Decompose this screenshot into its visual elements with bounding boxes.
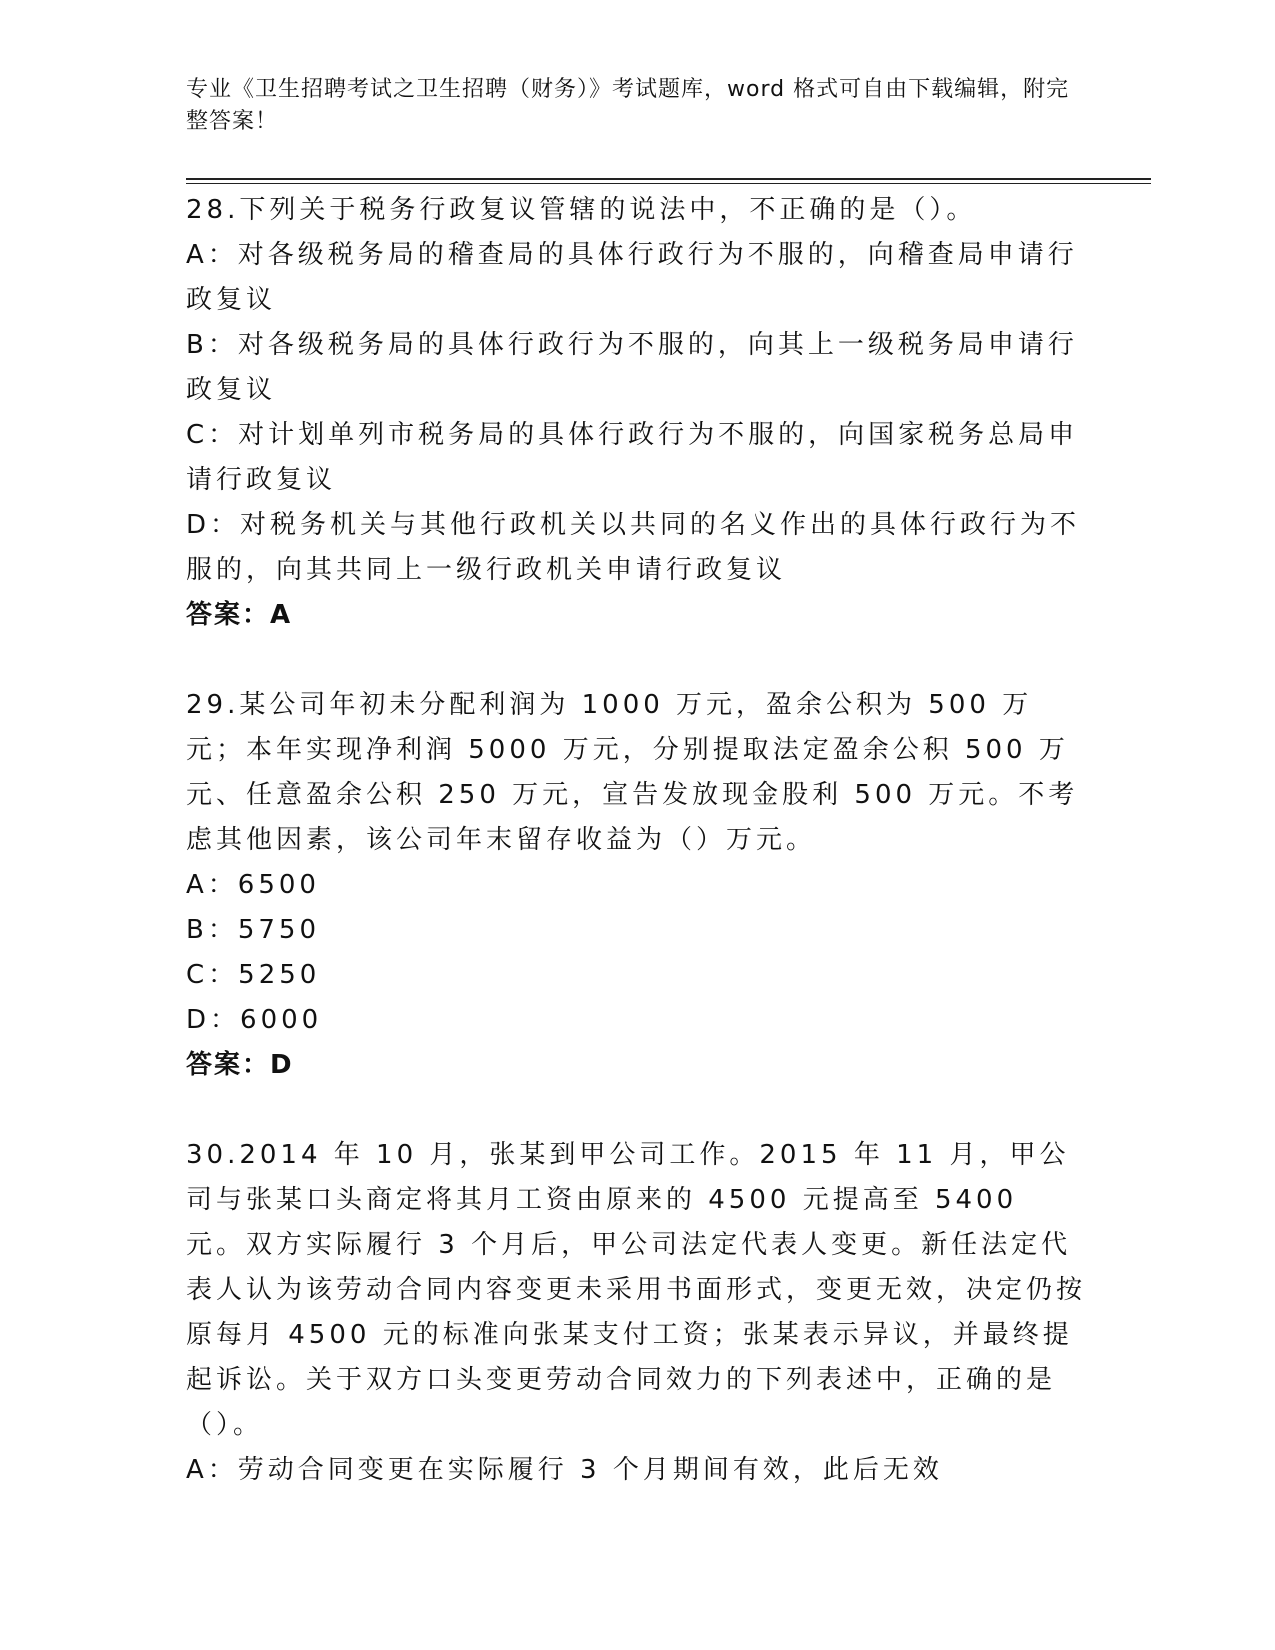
question-28	[186, 188, 1086, 638]
question-stem: 29.某公司年初未分配利润为 1000 万元，盈余公积为 500 万元；本年实现净利润 5000 万元，分别提取法定盈余公积 500 万元、任意盈余公积 250 万元，宣告发放现金股利 500 万元。不考虑其他因素，该公司年末留存收益为（）万元。	[186, 690, 1079, 855]
spacer	[186, 638, 1086, 683]
question-stem: 30.2014 年 10 月，张某到甲公司工作。2015 年 11 月，甲公司与张某口头商定将其月工资由原来的 4500 元提高至 5400 元。双方实际履行 3 个月后，甲公司法定代表人变更。新任法定代表人认为该劳动合同内容变更未采用书面形式，变更无效，决定仍按原每月 4500 元的标准向张某支付工资；张某表示异议，并最终提起诉讼。关于双方口头变更劳动合同效力的下列表述中，正确的是（）。	[186, 1140, 1087, 1440]
header-rule-thick	[186, 178, 1151, 180]
option-a: A：6500	[186, 870, 320, 900]
question-stem: 28.下列关于税务行政复议管辖的说法中，不正确的是（）。	[186, 195, 977, 225]
option-c: C：对计划单列市税务局的具体行政行为不服的，向国家税务总局申请行政复议	[186, 420, 1079, 495]
spacer	[186, 1088, 1086, 1133]
answer-line: 答案：D	[186, 1050, 294, 1080]
option-d: D：对税务机关与其他行政机关以共同的名义作出的具体行政行为不服的，向其共同上一级行政机关申请行政复议	[186, 510, 1081, 585]
answer-line: 答案：A	[186, 600, 293, 630]
header-rule-thin	[186, 183, 1151, 184]
option-a: A：劳动合同变更在实际履行 3 个月期间有效，此后无效	[186, 1455, 943, 1485]
document-body	[186, 188, 1086, 1493]
option-a: A：对各级税务局的稽查局的具体行政行为不服的，向稽查局申请行政复议	[186, 240, 1078, 315]
question-29	[186, 683, 1086, 1088]
document-header: 专业《卫生招聘考试之卫生招聘（财务）》考试题库，word 格式可自由下载编辑，附完整答案！	[186, 77, 1070, 134]
option-b: B：对各级税务局的具体行政行为不服的，向其上一级税务局申请行政复议	[186, 330, 1078, 405]
option-c: C：5250	[186, 960, 321, 990]
question-30	[186, 1133, 1086, 1493]
option-b: B：5750	[186, 915, 321, 945]
option-d: D：6000	[186, 1005, 323, 1035]
